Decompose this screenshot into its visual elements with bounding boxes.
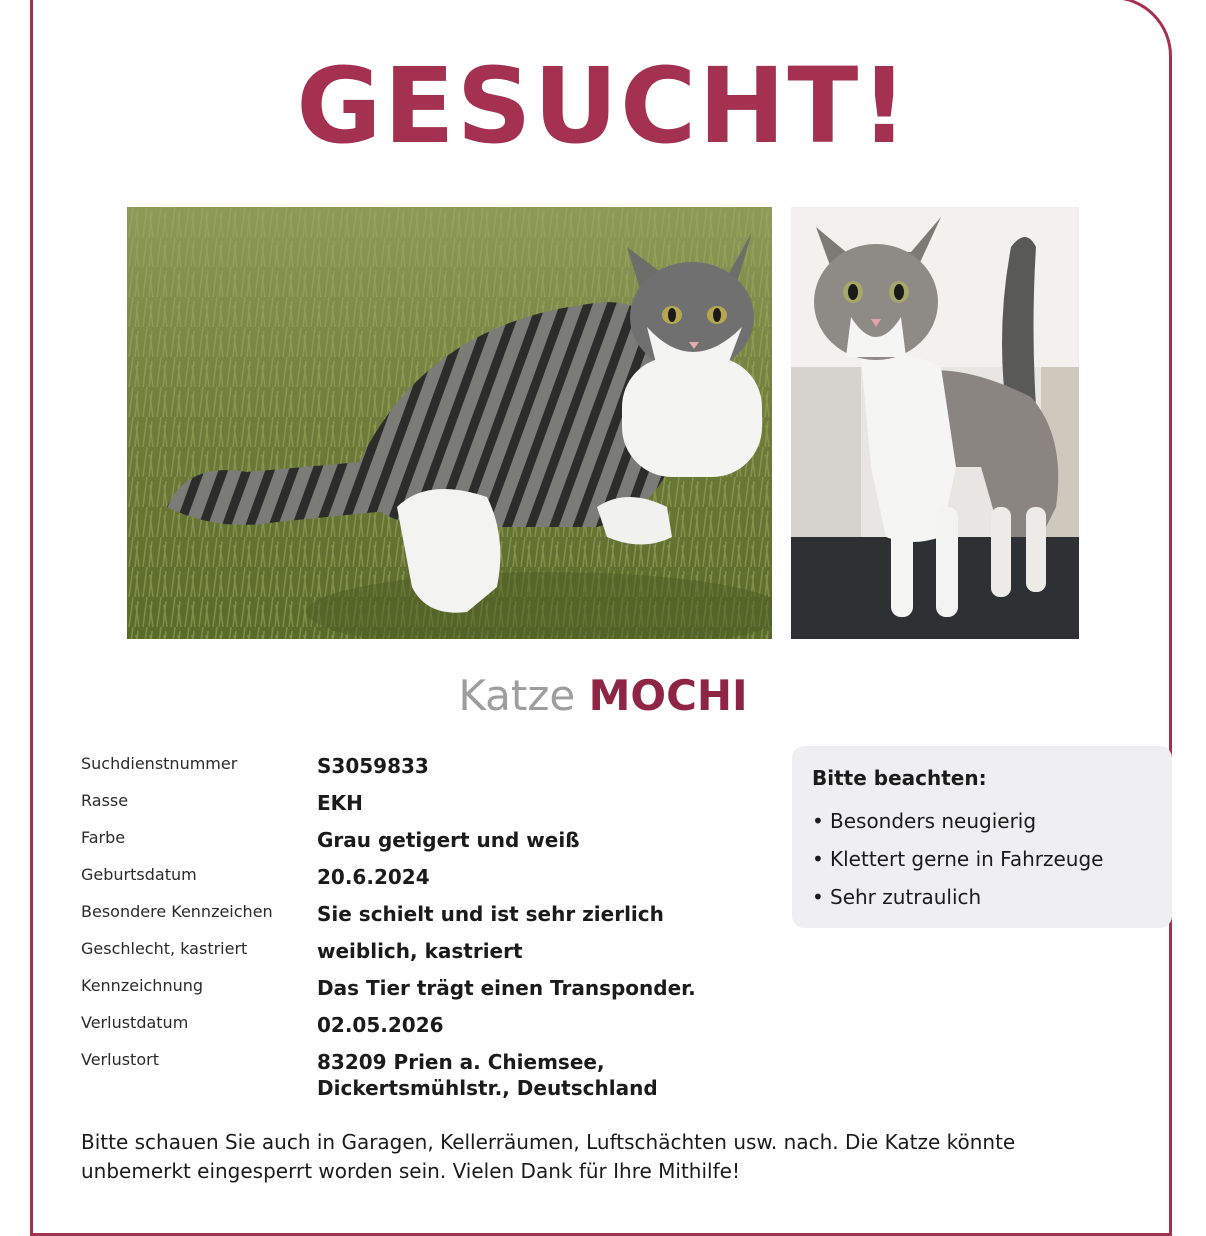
poster-headline: GESUCHT! — [296, 45, 910, 167]
detail-value: 20.6.2024 — [317, 865, 430, 889]
detail-row-geburtsdatum — [81, 861, 781, 898]
detail-value: Das Tier trägt einen Transponder. — [317, 976, 696, 1000]
detail-label: Farbe — [81, 828, 126, 847]
detail-row-geschlecht — [81, 935, 781, 972]
list-item — [812, 840, 1104, 878]
detail-value: S3059833 — [317, 754, 429, 778]
bullet-icon: • — [812, 809, 824, 833]
location-line-2: Dickertsmühlstr., Deutschland — [317, 1076, 658, 1100]
notice-text: Sehr zutraulich — [830, 885, 982, 909]
detail-label: Besondere Kennzeichen — [81, 902, 273, 921]
detail-label: Geburtsdatum — [81, 865, 197, 884]
bullet-icon: • — [812, 847, 824, 871]
bullet-icon: • — [812, 885, 824, 909]
detail-value: 02.05.2026 — [317, 1013, 444, 1037]
detail-value: Sie schielt und ist sehr zierlich — [317, 902, 664, 926]
animal-type: Katze — [458, 671, 576, 720]
detail-row-kennzeichen — [81, 898, 781, 935]
detail-row-verlustort — [81, 1046, 781, 1116]
detail-value: weiblich, kastriert — [317, 939, 523, 963]
detail-row-verlustdatum — [81, 1009, 781, 1046]
list-item — [812, 802, 1104, 840]
list-item — [812, 878, 1104, 916]
cat-name-heading — [0, 670, 1206, 722]
notice-box — [792, 746, 1172, 928]
detail-label: Verlustort — [81, 1050, 159, 1069]
detail-value: EKH — [317, 791, 363, 815]
detail-value: Grau getigert und weiß — [317, 828, 580, 852]
cat-photo-grass — [127, 207, 772, 639]
detail-label: Verlustdatum — [81, 1013, 189, 1032]
detail-row-rasse — [81, 787, 781, 824]
footer-line-2: unbemerkt eingesperrt worden sein. Vielen Dank für Ihre Mithilfe! — [81, 1159, 740, 1183]
detail-value — [317, 1049, 658, 1101]
detail-label: Suchdienstnummer — [81, 754, 238, 773]
notice-list — [812, 802, 1104, 916]
cat-photo-standing — [791, 207, 1079, 639]
detail-label: Geschlecht, kastriert — [81, 939, 248, 958]
location-line-1: 83209 Prien a. Chiemsee, — [317, 1050, 605, 1074]
detail-row-kennzeichnung — [81, 972, 781, 1009]
detail-row-suchdienstnummer — [81, 750, 781, 787]
animal-name: MOCHI — [588, 671, 748, 720]
notice-text: Klettert gerne in Fahrzeuge — [830, 847, 1104, 871]
footer-line-1: Bitte schauen Sie auch in Garagen, Kellerräumen, Luftschächten usw. nach. Die Katze könnte — [81, 1130, 1016, 1154]
notice-title: Bitte beachten: — [812, 766, 987, 790]
detail-label: Rasse — [81, 791, 129, 810]
details-table — [81, 750, 781, 1116]
detail-label: Kennzeichnung — [81, 976, 204, 995]
detail-row-farbe — [81, 824, 781, 861]
notice-text: Besonders neugierig — [830, 809, 1037, 833]
footer-note — [81, 1128, 1091, 1186]
